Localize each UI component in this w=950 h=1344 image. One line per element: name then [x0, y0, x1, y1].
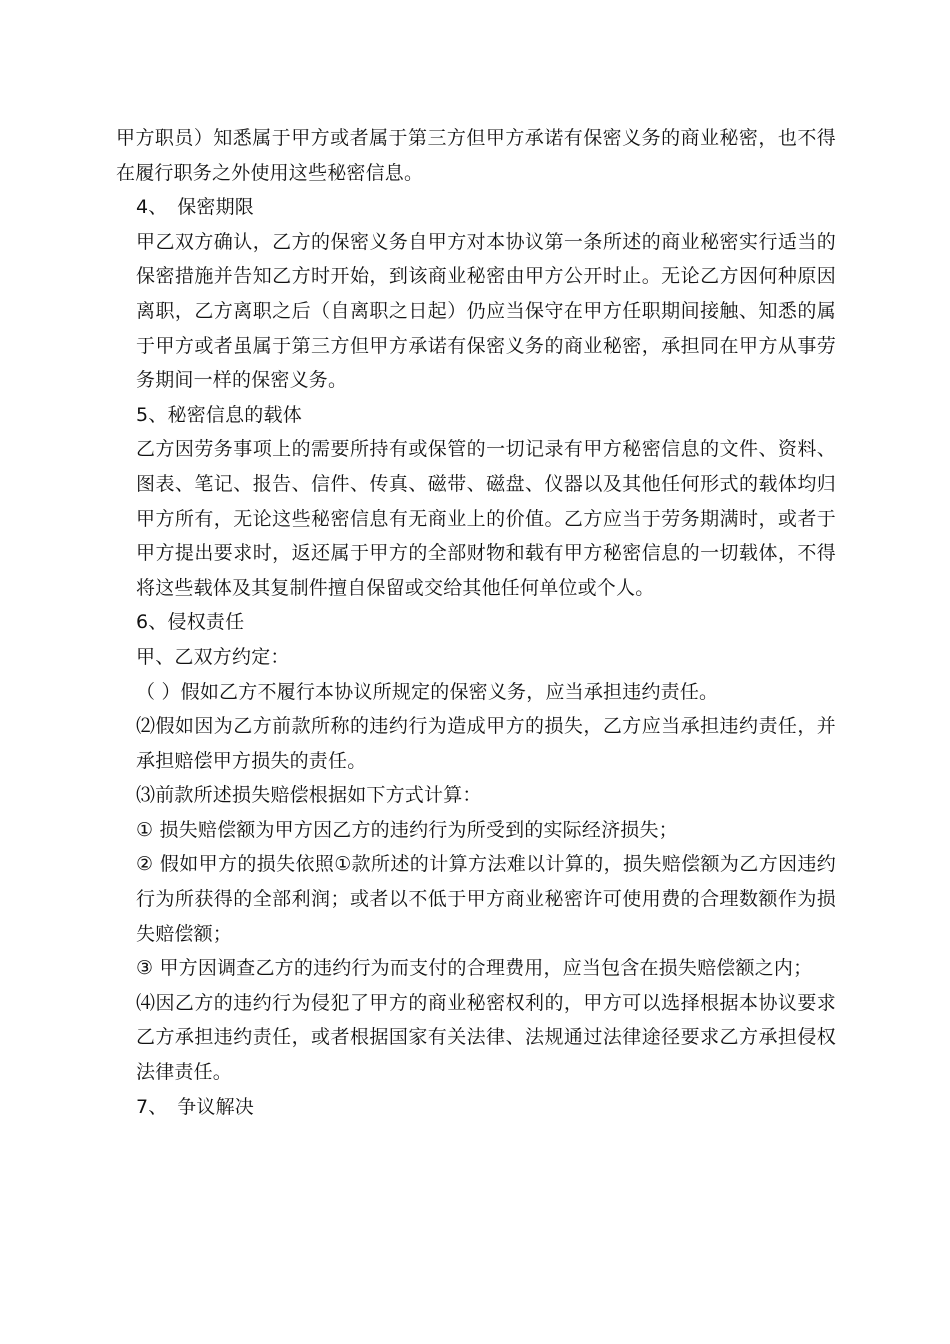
- clause-4: ⑷因乙方的违约行为侵犯了甲方的商业秘密权利的，甲方可以选择根据本协议要求乙方承担违约责任，或者根据国家有关法律、法规通过法律途径要求乙方承担侵权法律责任。: [136, 991, 836, 1084]
- clause-2: ⑵假如因为乙方前款所称的违约行为造成甲方的损失，乙方应当承担违约责任，并承担赔偿甲方损失的责任。: [136, 715, 836, 772]
- section-heading-7: 7、 争议解决: [136, 1095, 254, 1118]
- sub-clause-2: ② 假如甲方的损失依照①款所述的计算方法难以计算的，损失赔偿额为乙方因违约行为所获得的全部利润；或者以不低于甲方商业秘密许可使用费的合理数额作为损失赔偿额；: [136, 853, 836, 945]
- section-heading-6: 6、侵权责任: [136, 611, 245, 634]
- paragraph-confidentiality-period: 甲乙双方确认，乙方的保密义务自甲方对本协议第一条所述的商业秘密实行适当的保密措施并告知乙方时开始，到该商业秘密由甲方公开时止。无论乙方因何种原因离职，乙方离职之后（自离职之日起）仍应当保守在甲方任职期间接触、知悉的属于甲方或者虽属于第三方但甲方承诺有保密义务的商业秘密，承担同在甲方从事劳务期间一样的保密义务。: [136, 230, 836, 392]
- clause-3: ⑶前款所述损失赔偿根据如下方式计算：: [136, 784, 482, 807]
- sub-clause-3: ③ 甲方因调查乙方的违约行为而支付的合理费用，应当包含在损失赔偿额之内；: [136, 957, 813, 980]
- document-body: [116, 121, 836, 1124]
- paragraph-agreement-intro: 甲、乙双方约定：: [136, 645, 290, 668]
- paragraph-information-carrier: 乙方因劳务事项上的需要所持有或保管的一切记录有甲方秘密信息的文件、资料、图表、笔记、报告、信件、传真、磁带、磁盘、仪器以及其他任何形式的载体均归甲方所有，无论这些秘密信息有无商业上的价值。乙方应当于劳务期满时，或者于甲方提出要求时，返还属于甲方的全部财物和载有甲方秘密信息的一切载体，不得将这些载体及其复制件擅自保留或交给其他任何单位或个人。: [136, 438, 836, 599]
- section-heading-4: 4、 保密期限: [136, 196, 254, 219]
- sub-clause-1: ① 损失赔偿额为甲方因乙方的违约行为所受到的实际经济损失；: [136, 818, 678, 841]
- section-heading-5: 5、秘密信息的载体: [136, 403, 302, 426]
- clause-1: （ ）假如乙方不履行本协议所规定的保密义务，应当承担违约责任。: [136, 680, 719, 703]
- paragraph-continuation: 甲方职员）知悉属于甲方或者属于第三方但甲方承诺有保密义务的商业秘密，也不得在履行职务之外使用这些秘密信息。: [116, 127, 836, 184]
